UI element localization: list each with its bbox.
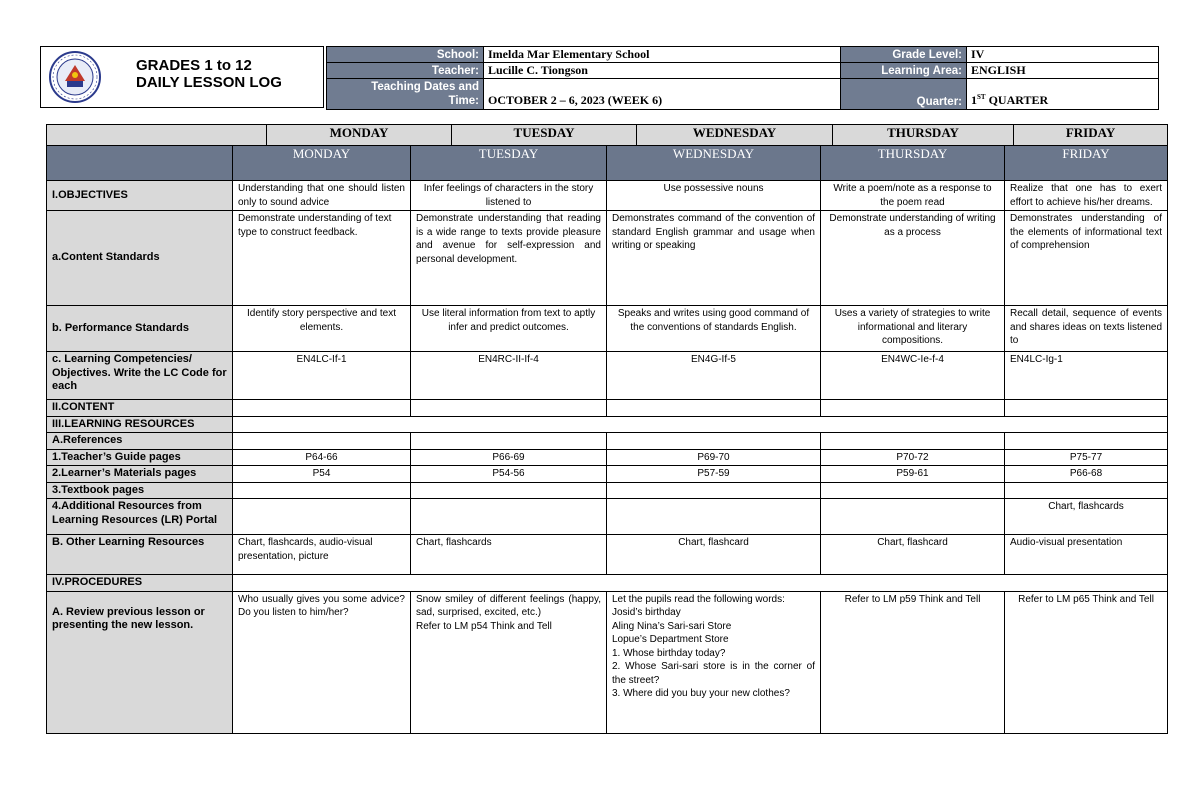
references-thursday bbox=[821, 433, 1005, 450]
competencies-row bbox=[47, 352, 1168, 400]
textbook-label: 3.Textbook pages bbox=[47, 482, 233, 499]
subheader-tuesday: TUESDAY bbox=[411, 146, 607, 181]
content-standards-tuesday: Demonstrate understanding that reading is a wide range to texts provide pleasure and avenue for self-expression and personal development. bbox=[411, 211, 607, 306]
textbook-friday bbox=[1005, 482, 1168, 499]
title-line-1: GRADES 1 to 12 bbox=[136, 57, 252, 74]
learners-materials-row bbox=[47, 466, 1168, 483]
competencies-tuesday: EN4RC-II-If-4 bbox=[411, 352, 607, 400]
additional-resources-wednesday bbox=[607, 499, 821, 535]
objectives-thursday: Write a poem/note as a response to the poem read bbox=[821, 181, 1005, 211]
day-subheader-row bbox=[47, 146, 1168, 181]
additional-resources-monday bbox=[233, 499, 411, 535]
review-wednesday-word-2: Aling Nina’s Sari-sari Store bbox=[612, 620, 732, 632]
other-resources-row bbox=[47, 535, 1168, 575]
teaching-dates-label bbox=[327, 79, 484, 110]
performance-standards-row bbox=[47, 306, 1168, 352]
subheader-friday: FRIDAY bbox=[1005, 146, 1168, 181]
subheader-corner-cell bbox=[47, 146, 233, 181]
review-wednesday-question-1: 1. Whose birthday today? bbox=[612, 647, 726, 659]
content-monday bbox=[233, 400, 411, 417]
content-standards-wednesday: Demonstrates command of the convention of standard English grammar and usage when writing or speaking bbox=[607, 211, 821, 306]
content-standards-label: a.Content Standards bbox=[47, 211, 233, 306]
content-label: II.CONTENT bbox=[47, 400, 233, 417]
day-header-wednesday: WEDNESDAY bbox=[637, 125, 833, 146]
teachers-guide-friday: P75-77 bbox=[1005, 449, 1168, 466]
performance-standards-wednesday: Speaks and writes using good command of the conventions of standards English. bbox=[607, 306, 821, 352]
day-header-monday: MONDAY bbox=[267, 125, 452, 146]
other-resources-friday: Audio-visual presentation bbox=[1005, 535, 1168, 575]
review-wednesday-question-2: 2. Whose Sari-sari store is in the corner of the street? bbox=[612, 661, 815, 686]
procedures-row bbox=[47, 575, 1168, 592]
daily-lesson-log-table bbox=[46, 124, 1168, 734]
review-tuesday-activity: Snow smiley of different feelings (happy, sad, surprised, excited, etc.) bbox=[416, 593, 601, 618]
review-monday: Who usually gives you some advice? Do you listen to him/her? bbox=[233, 591, 411, 733]
day-header-thursday: THURSDAY bbox=[833, 125, 1014, 146]
other-resources-thursday: Chart, flashcard bbox=[821, 535, 1005, 575]
learners-materials-wednesday: P57-59 bbox=[607, 466, 821, 483]
textbook-tuesday bbox=[411, 482, 607, 499]
content-standards-monday: Demonstrate understanding of text type to construct feedback. bbox=[233, 211, 411, 306]
procedures-label: IV.PROCEDURES bbox=[47, 575, 233, 592]
review-row bbox=[47, 591, 1168, 733]
objectives-friday: Realize that one has to exert effort to achieve his/her dreams. bbox=[1005, 181, 1168, 211]
objectives-tuesday: Infer feelings of characters in the story listened to bbox=[411, 181, 607, 211]
learning-resources-span-cell bbox=[233, 416, 1168, 433]
procedures-span-cell bbox=[233, 575, 1168, 592]
performance-standards-thursday: Uses a variety of strategies to write informational and literary compositions. bbox=[821, 306, 1005, 352]
other-resources-wednesday: Chart, flashcard bbox=[607, 535, 821, 575]
objectives-monday: Understanding that one should listen only to sound advice bbox=[233, 181, 411, 211]
content-wednesday bbox=[607, 400, 821, 417]
learning-area-label: Learning Area: bbox=[841, 63, 967, 79]
content-standards-thursday: Demonstrate understanding of writing as a process bbox=[821, 211, 1005, 306]
subheader-monday: MONDAY bbox=[233, 146, 411, 181]
competencies-label: c. Learning Competencies/ Objectives. Write the LC Code for each bbox=[47, 352, 233, 400]
header-title-box bbox=[40, 46, 324, 108]
competencies-friday: EN4LC-Ig-1 bbox=[1005, 352, 1168, 400]
learners-materials-tuesday: P54-56 bbox=[411, 466, 607, 483]
teachers-guide-row bbox=[47, 449, 1168, 466]
review-friday: Refer to LM p65 Think and Tell bbox=[1005, 591, 1168, 733]
review-tuesday-reference: Refer to LM p54 Think and Tell bbox=[416, 620, 552, 632]
deped-seal-icon bbox=[49, 51, 101, 103]
content-row bbox=[47, 400, 1168, 417]
textbook-monday bbox=[233, 482, 411, 499]
performance-standards-tuesday: Use literal information from text to aptly infer and predict outcomes. bbox=[411, 306, 607, 352]
other-resources-monday: Chart, flashcards, audio-visual presentation, picture bbox=[233, 535, 411, 575]
teachers-guide-tuesday: P66-69 bbox=[411, 449, 607, 466]
subheader-thursday: THURSDAY bbox=[821, 146, 1005, 181]
learning-resources-row bbox=[47, 416, 1168, 433]
review-wednesday-instruction: Let the pupils read the following words: bbox=[612, 593, 785, 605]
references-tuesday bbox=[411, 433, 607, 450]
references-friday bbox=[1005, 433, 1168, 450]
references-row bbox=[47, 433, 1168, 450]
teacher-label: Teacher: bbox=[327, 63, 484, 79]
additional-resources-label: 4.Additional Resources from Learning Resources (LR) Portal bbox=[47, 499, 233, 535]
learners-materials-friday: P66-68 bbox=[1005, 466, 1168, 483]
review-thursday: Refer to LM p59 Think and Tell bbox=[821, 591, 1005, 733]
learners-materials-thursday: P59-61 bbox=[821, 466, 1005, 483]
corner-cell bbox=[47, 125, 267, 146]
school-label: School: bbox=[327, 47, 484, 63]
grade-level-label: Grade Level: bbox=[841, 47, 967, 63]
learning-area-value: ENGLISH bbox=[967, 63, 1159, 79]
quarter-ordinal-suffix: ST bbox=[977, 93, 986, 101]
learning-resources-label: III.LEARNING RESOURCES bbox=[47, 416, 233, 433]
content-standards-friday: Demonstrates understanding of the elements of informational text of comprehension bbox=[1005, 211, 1168, 306]
references-monday bbox=[233, 433, 411, 450]
references-wednesday bbox=[607, 433, 821, 450]
day-header-row bbox=[47, 125, 1168, 146]
performance-standards-monday: Identify story perspective and text elements. bbox=[233, 306, 411, 352]
objectives-label: I.OBJECTIVES bbox=[47, 181, 233, 211]
quarter-label: Quarter: bbox=[841, 79, 967, 110]
additional-resources-friday: Chart, flashcards bbox=[1005, 499, 1168, 535]
review-wednesday-word-1: Josid’s birthday bbox=[612, 607, 681, 618]
review-tuesday bbox=[411, 591, 607, 733]
teaching-dates-label-line-2: Time: bbox=[448, 95, 479, 107]
textbook-row bbox=[47, 482, 1168, 499]
day-header-tuesday: TUESDAY bbox=[452, 125, 637, 146]
document-title bbox=[136, 57, 282, 91]
quarter-number: 1 bbox=[971, 93, 977, 107]
competencies-thursday: EN4WC-Ie-f-4 bbox=[821, 352, 1005, 400]
teaching-dates-value: OCTOBER 2 – 6, 2023 (WEEK 6) bbox=[484, 79, 841, 110]
performance-standards-label: b. Performance Standards bbox=[47, 306, 233, 352]
title-line-2: DAILY LESSON LOG bbox=[136, 74, 282, 91]
teachers-guide-thursday: P70-72 bbox=[821, 449, 1005, 466]
textbook-thursday bbox=[821, 482, 1005, 499]
additional-resources-tuesday bbox=[411, 499, 607, 535]
content-thursday bbox=[821, 400, 1005, 417]
quarter-word: QUARTER bbox=[988, 93, 1049, 107]
header-info-table bbox=[326, 46, 1159, 110]
other-resources-tuesday: Chart, flashcards bbox=[411, 535, 607, 575]
content-friday bbox=[1005, 400, 1168, 417]
learners-materials-label: 2.Learner’s Materials pages bbox=[47, 466, 233, 483]
review-wednesday-question-3: 3. Where did you buy your new clothes? bbox=[612, 688, 790, 699]
content-standards-row bbox=[47, 211, 1168, 306]
objectives-wednesday: Use possessive nouns bbox=[607, 181, 821, 211]
teaching-dates-label-line-1: Teaching Dates and bbox=[371, 81, 479, 93]
teachers-guide-monday: P64-66 bbox=[233, 449, 411, 466]
competencies-monday: EN4LC-If-1 bbox=[233, 352, 411, 400]
day-header-friday: FRIDAY bbox=[1014, 125, 1168, 146]
teachers-guide-label: 1.Teacher’s Guide pages bbox=[47, 449, 233, 466]
quarter-value bbox=[967, 79, 1159, 110]
competencies-wednesday: EN4G-If-5 bbox=[607, 352, 821, 400]
additional-resources-row bbox=[47, 499, 1168, 535]
content-tuesday bbox=[411, 400, 607, 417]
textbook-wednesday bbox=[607, 482, 821, 499]
other-resources-label: B. Other Learning Resources bbox=[47, 535, 233, 575]
school-value: Imelda Mar Elementary School bbox=[484, 47, 841, 63]
performance-standards-friday: Recall detail, sequence of events and shares ideas on texts listened to bbox=[1005, 306, 1168, 352]
objectives-row bbox=[47, 181, 1168, 211]
references-label: A.References bbox=[47, 433, 233, 450]
review-label: A. Review previous lesson or presenting the new lesson. bbox=[47, 591, 233, 733]
teacher-value: Lucille C. Tiongson bbox=[484, 63, 841, 79]
subheader-wednesday: WEDNESDAY bbox=[607, 146, 821, 181]
teachers-guide-wednesday: P69-70 bbox=[607, 449, 821, 466]
review-wednesday bbox=[607, 591, 821, 733]
learners-materials-monday: P54 bbox=[233, 466, 411, 483]
grade-level-value: IV bbox=[967, 47, 1159, 63]
additional-resources-thursday bbox=[821, 499, 1005, 535]
review-wednesday-word-3: Lopue’s Department Store bbox=[612, 634, 729, 645]
